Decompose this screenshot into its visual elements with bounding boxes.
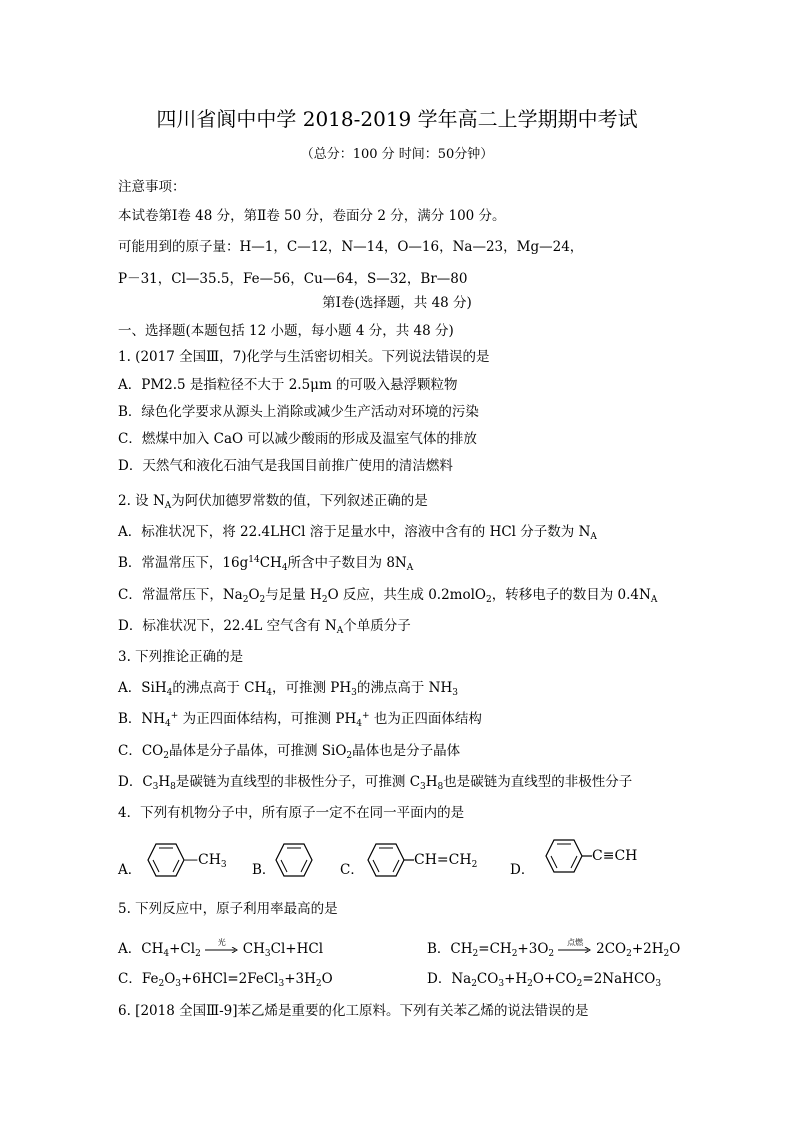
q2-option-b: B．常温常压下，$16g^{14}CH_4$所含中子数目为 $8N_A$ [118, 555, 414, 573]
q4-option-a [118, 840, 238, 880]
q3-option-c: C．$CO_2$晶体是分子晶体，可推测 SiO$_2$晶体也是分子晶体 [118, 743, 461, 761]
q4-option-d-substituent: C≡CH [592, 848, 638, 864]
exam-title: 四川省阆中中学 2018-2019 学年高二上学期期中考试 [156, 107, 638, 131]
q4-option-c-substituent: $CH=CH_2$ [414, 852, 478, 870]
q4-option-a-label: A． [118, 862, 142, 878]
q4-option-c-label: C． [340, 862, 364, 878]
q5-stem: 5. 下列反应中，原子利用率最高的是 [118, 901, 338, 917]
q4-option-a-substituent: $—CH_3$ [184, 852, 227, 870]
section-title: 第Ⅰ卷(选择题，共 48 分) [322, 295, 472, 311]
benzene-ring-icon [274, 842, 314, 878]
q2-option-d: D．标准状况下，22.4L 空气含有 $N_A$个单质分子 [118, 618, 411, 636]
q3-stem: 3. 下列推论正确的是 [118, 649, 244, 665]
q1-option-a: A．PM2.5 是指粒径不大于 2.5μm 的可吸入悬浮颗粒物 [118, 377, 458, 393]
q1-option-b: B．绿色化学要求从源头上消除或减少生产活动对环境的污染 [118, 404, 479, 420]
q4-option-d-label: D． [510, 862, 535, 878]
q4-stem: 4．下列有机物分子中，所有原子一定不在同一平面内的是 [118, 805, 465, 821]
reaction-condition: 点燃 [567, 937, 584, 947]
q5-option-a: A．$CH_4+Cl_2$ 光 $CH_3Cl+HCl$ [118, 940, 323, 958]
q6-stem: 6. [2018 全国Ⅲ-9]苯乙烯是重要的化工原料。下列有关苯乙烯的说法错误的是 [118, 1003, 589, 1019]
q1-option-c: C．燃煤中加入 CaO 可以减少酸雨的形成及温室气体的排放 [118, 431, 477, 447]
benzene-ring-icon [366, 842, 414, 878]
reaction-condition: 光 [217, 937, 226, 947]
reaction-arrow-icon [558, 937, 592, 957]
benzene-ring-icon [544, 838, 592, 874]
reaction-arrow-icon [205, 937, 239, 957]
q5-option-d: D．$Na_2CO_3+H_2O+CO_2=2NaHCO_3$ [427, 971, 662, 989]
q3-option-b: B．$NH_4^+$ 为正四面体结构，可推测 $PH_4^+$ 也为正四面体结构 [118, 711, 482, 729]
notes-line-1: 本试卷第Ⅰ卷 48 分，第Ⅱ卷 50 分，卷面分 2 分，满分 100 分。 [118, 208, 506, 224]
benzene-ring-icon [146, 842, 186, 878]
q1-option-d: D．天然气和液化石油气是我国目前推广使用的清洁燃料 [118, 458, 453, 474]
q4-option-d [510, 840, 670, 880]
q5-option-b: B．$CH_2=CH_2+3O_2$ 点燃 $2CO_2+2H_2O$ [427, 940, 680, 958]
section-part: 一、选择题(本题包括 12 小题，每小题 4 分，共 48 分) [118, 323, 454, 339]
q4-option-c [340, 840, 500, 880]
exam-subtitle: （总分：100 分 时间：50分钟） [300, 147, 494, 162]
notes-line-2: 可能用到的原子量：H—1，C—12，N—14，O—16，Na—23，Mg—24， [118, 239, 584, 255]
q3-option-a: A．SiH$_4$的沸点高于 $CH_4$，可推测 $PH_3$的沸点高于 $NH_3$ [118, 680, 458, 698]
q2-stem: 2. 设 $N_A$为阿伏加德罗常数的值，下列叙述正确的是 [118, 493, 428, 511]
notes-line-3: P－31，Cl—35.5，Fe—56，Cu—64，S—32，Br—80 [118, 271, 468, 287]
q4-option-b-label: B． [252, 862, 276, 878]
q3-option-d: D．$C_3H_8$是碳链为直线型的非极性分子，可推测 $C_3H_8$也是碳链为直线型的非极性分子 [118, 774, 633, 792]
q2-option-a: A．标准状况下，将 22.4LHCl 溶于足量水中，溶液中含有的 HCl 分子数为 $N_A$ [118, 524, 597, 542]
q4-option-b [252, 840, 332, 880]
notes-heading: 注意事项： [118, 179, 186, 195]
q2-option-c: C．常温常压下，$Na_2O_2$与足量 $H_2O$ 反应，共生成 0.2molO$_2$，转移电子的数目为 $0.4N_A$ [118, 587, 658, 605]
q5-option-c: C．$Fe_2O_3+6HCl=2FeCl_3+3H_2O$ [118, 971, 333, 989]
q1-stem: 1. (2017 全国Ⅲ，7)化学与生活密切相关。下列说法错误的是 [118, 349, 490, 365]
